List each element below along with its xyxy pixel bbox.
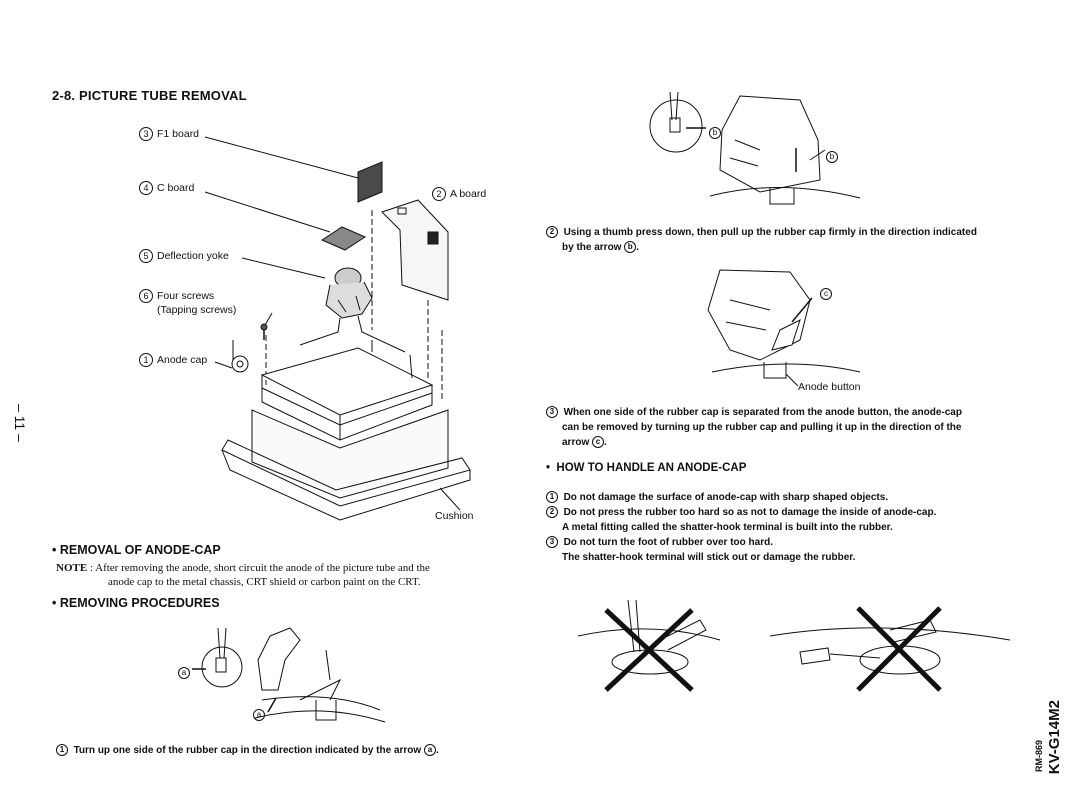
- handle-item-1: 1 Do not damage the surface of anode-cap with sharp shaped objects.: [546, 490, 1026, 505]
- chassis-number: RM-869: [1034, 740, 1044, 773]
- label-four-screws: 6 Four screws: [139, 289, 214, 303]
- part-number-1: 1: [139, 353, 153, 367]
- note-line-1: : After removing the anode, short circuit the anode of the picture tube and the: [87, 562, 430, 574]
- handle-item-3: 3 Do not turn the foot of rubber over too hard.: [546, 535, 1026, 550]
- page-number: – 11 –: [12, 404, 28, 442]
- part-number-4: 4: [139, 181, 153, 195]
- model-number: KV-G14M2: [1046, 700, 1063, 775]
- part-number-6: 6: [139, 289, 153, 303]
- section-title: 2-8. PICTURE TUBE REMOVAL: [52, 88, 247, 103]
- anode-button-label: Anode button: [798, 381, 861, 393]
- arrow-b-label-2: b: [826, 148, 838, 166]
- handle-item-2: 2 Do not press the rubber too hard so as not to damage the inside of anode-cap.: [546, 505, 1026, 520]
- label-deflection-yoke: 5 Deflection yoke: [139, 249, 229, 263]
- label-anode-cap: 1 Anode cap: [139, 353, 207, 367]
- label-c-board: 4 C board: [139, 181, 194, 195]
- part-number-2: 2: [432, 187, 446, 201]
- note-label: NOTE: [56, 562, 88, 574]
- label-cushion: Cushion: [435, 510, 474, 522]
- note-line-2: anode cap to the metal chassis, CRT shield or carbon paint on the CRT.: [108, 576, 421, 588]
- handle-item-2-cont: A metal fitting called the shatter-hook terminal is built into the rubber.: [562, 522, 893, 533]
- removal-heading: • REMOVAL OF ANODE-CAP: [52, 543, 221, 557]
- procedures-heading: • REMOVING PROCEDURES: [52, 596, 220, 610]
- part-number-3: 3: [139, 127, 153, 141]
- step3-text: 3 When one side of the rubber cap is separated from the anode button, the anode-cap can be removed by turning up the rubber cap and pulling it up in the direction of the arrow c .: [546, 405, 1016, 450]
- handle-item-3-cont: The shatter-hook terminal will stick out or damage the rubber.: [562, 552, 856, 563]
- label-f1-board: 3 F1 board: [139, 127, 199, 141]
- part-number-5: 5: [139, 249, 153, 263]
- step2-text: 2 Using a thumb press down, then pull up the rubber cap firmly in the direction indicated by the arrow b .: [546, 225, 1016, 255]
- handle-heading: • HOW TO HANDLE AN ANODE-CAP: [546, 462, 747, 474]
- arrow-c-label: c: [820, 285, 832, 303]
- label-tapping-screws: (Tapping screws): [157, 304, 237, 316]
- step1-text: 1 Turn up one side of the rubber cap in the direction indicated by the arrow a .: [56, 743, 439, 758]
- arrow-a-label-1: a: [178, 664, 190, 682]
- arrow-b-label-1: b: [709, 124, 721, 142]
- label-a-board: 2 A board: [432, 187, 486, 201]
- arrow-a-label-2: a: [253, 706, 265, 724]
